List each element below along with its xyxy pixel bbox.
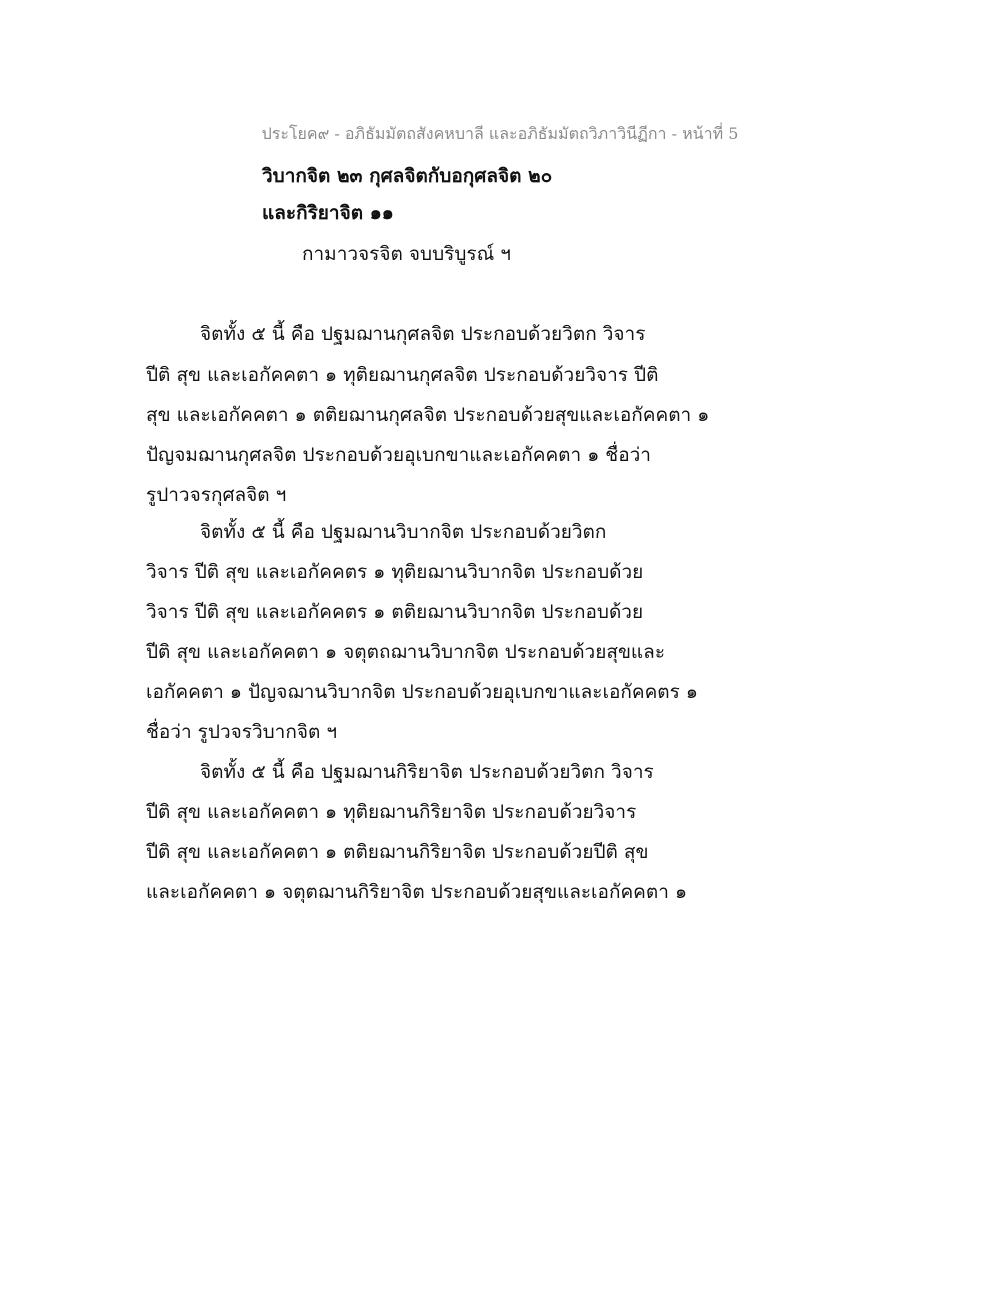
intro-line-2: และกิริยาจิต ๑๑ [262, 202, 394, 224]
paragraph-line: ปีติ สุข และเอกัคคตา ๑ จตุตถฌานวิบากจิต ประกอบด้วยสุขและ [146, 641, 666, 663]
intro-line-1: วิบากจิต ๒๓ กุศลจิตกับอกุศลจิต ๒๐ [262, 165, 553, 187]
paragraph-line: เอกัคคตา ๑ ปัญจฌานวิบากจิต ประกอบด้วยอุเบกขาและเอกัคคตร ๑ [146, 681, 698, 703]
paragraph-line: รูปาวจรกุศลจิต ฯ [146, 484, 287, 506]
paragraph-line: จิตทั้ง ๕ นี้ คือ ปฐมฌานกิริยาจิต ประกอบด้วยวิตก วิจาร [200, 761, 654, 783]
paragraph-line: ปีติ สุข และเอกัคคตา ๑ ตติยฌานกิริยาจิต ประกอบด้วยปีติ สุข [146, 841, 649, 863]
page-header: ประโยค๙ - อภิธัมมัตถสังคหบาลี และอภิธัมมัตถวิภาวินีฏีกา - หน้าที่ 5 [261, 124, 739, 143]
paragraph-line: ปีติ สุข และเอกัคคตา ๑ ทุติยฌานกิริยาจิต ประกอบด้วยวิจาร [146, 801, 637, 823]
paragraph-line: ชื่อว่า รูปวจรวิบากจิต ฯ [146, 721, 338, 743]
intro-line-3: กามาวจรจิต จบบริบูรณ์ ฯ [302, 243, 511, 265]
paragraph-line: สุข และเอกัคคตา ๑ ตติยฌานกุศลจิต ประกอบด้วยสุขและเอกัคคตา ๑ [146, 404, 710, 426]
paragraph-line: ปัญจมฌานกุศลจิต ประกอบด้วยอุเบกขาและเอกัคคตา ๑ ชื่อว่า [146, 444, 651, 466]
paragraph-line: วิจาร ปีติ สุข และเอกัคคตร ๑ ตติยฌานวิบากจิต ประกอบด้วย [146, 601, 644, 623]
paragraph-line: วิจาร ปีติ สุข และเอกัคคตร ๑ ทุติยฌานวิบากจิต ประกอบด้วย [146, 561, 644, 583]
paragraph-line: จิตทั้ง ๕ นี้ คือ ปฐมฌานกุศลจิต ประกอบด้วยวิตก วิจาร [200, 323, 646, 345]
paragraph-line: ปีติ สุข และเอกัคคตา ๑ ทุติยฌานกุศลจิต ประกอบด้วยวิจาร ปีติ [146, 364, 659, 386]
paragraph-line: จิตทั้ง ๕ นี้ คือ ปฐมฌานวิบากจิต ประกอบด้วยวิตก [200, 521, 607, 543]
paragraph-line: และเอกัคคตา ๑ จตุตฌานกิริยาจิต ประกอบด้วยสุขและเอกัคคตา ๑ [146, 881, 687, 903]
